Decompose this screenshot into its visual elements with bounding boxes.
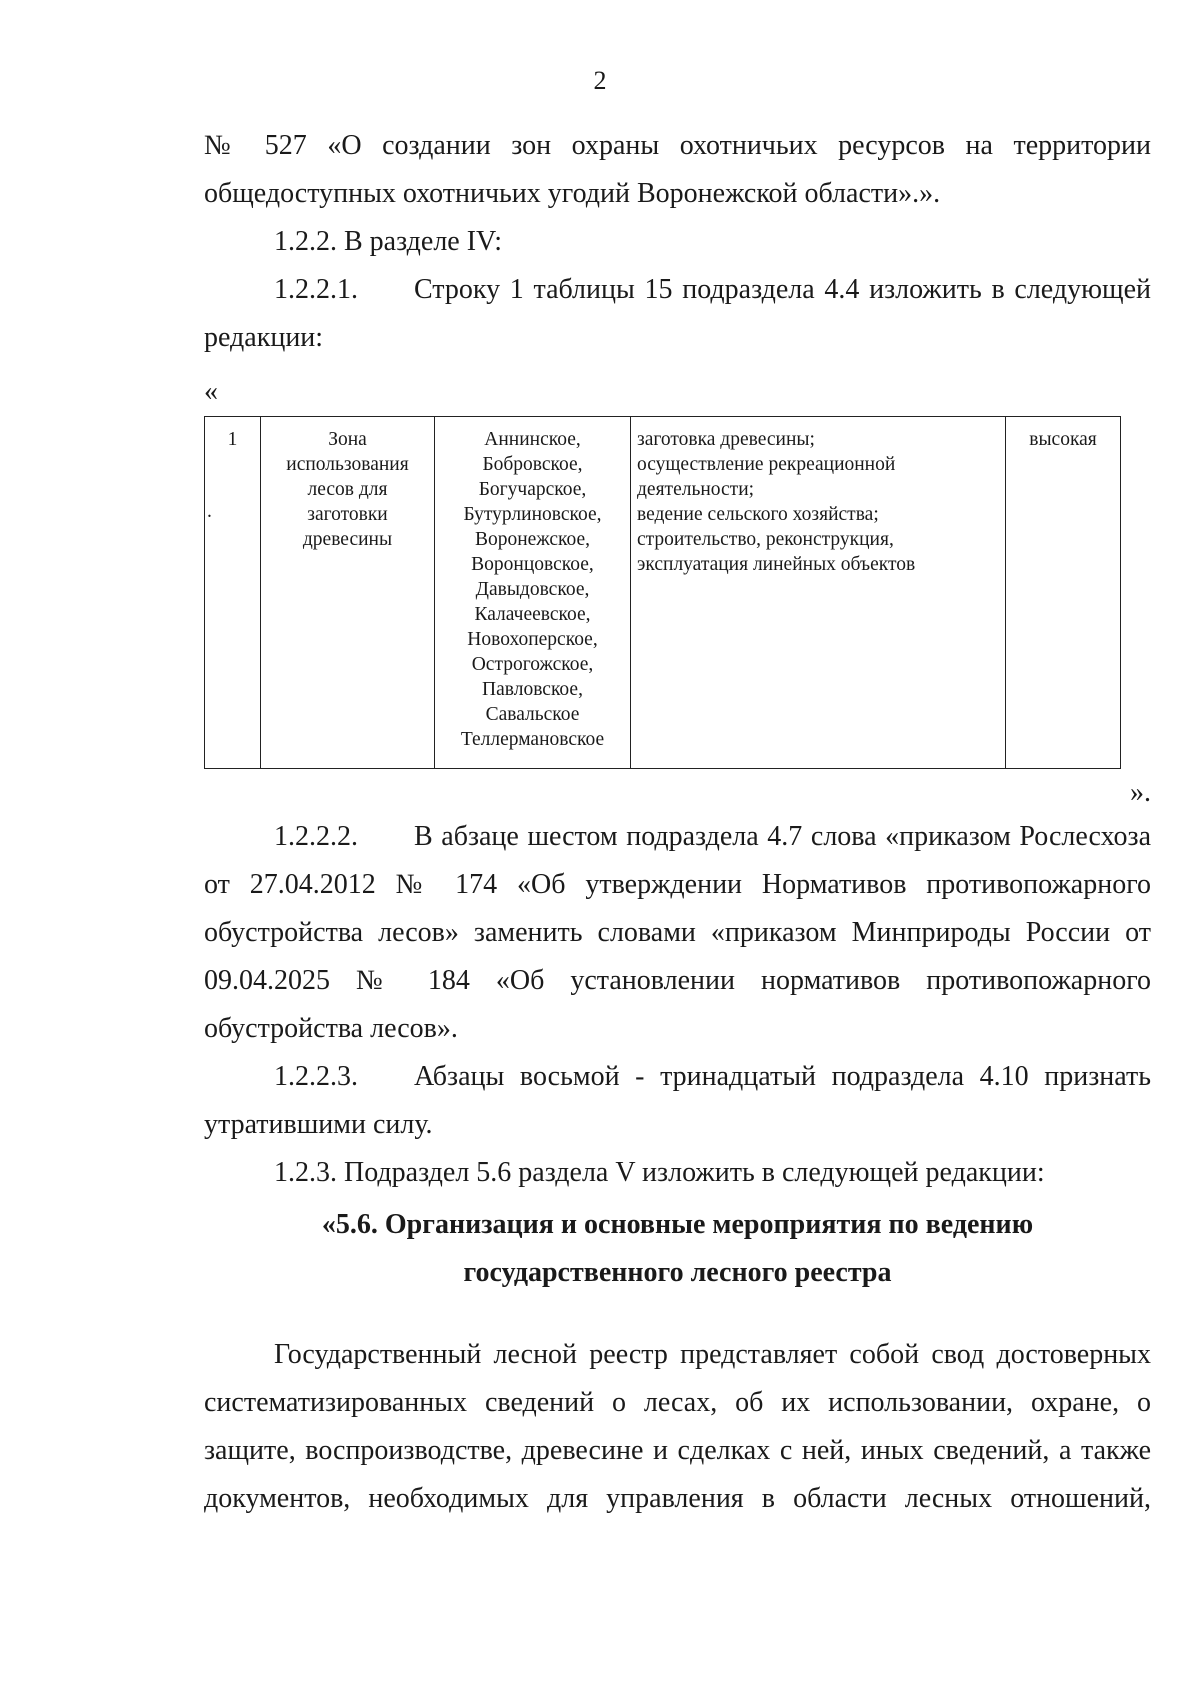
clause-1-2-2-3-line-2: утратившими силу. <box>204 1109 433 1140</box>
zone-table <box>204 416 1121 769</box>
clause-1-2-2-2-line-2: от 27.04.2012 № 174 «Об утверждении Нормативов противопожарного <box>204 869 1151 900</box>
row-number-cell <box>205 417 261 769</box>
clause-1-2-3: 1.2.3. Подраздел 5.6 раздела V изложить в следующей редакции: <box>274 1157 1045 1188</box>
district-item: Новохоперское, <box>467 629 598 650</box>
table-row <box>205 417 1121 769</box>
district-item: Давыдовское, <box>475 579 590 600</box>
body-line-3: защите, воспроизводстве, древесине и сделках с ней, иных сведений, а также <box>204 1435 1151 1466</box>
clause-1-2-2-2-line-5: обустройства лесов». <box>204 1013 458 1044</box>
section-heading-line-1: «5.6. Организация и основные мероприятия по ведению <box>321 1209 1034 1240</box>
body-line-1: Государственный лесной реестр представляет собой свод достоверных <box>274 1339 1151 1370</box>
document-body <box>204 122 1151 1523</box>
clause-1-2-2: 1.2.2. В разделе IV: <box>274 226 502 257</box>
activity-item: строительство, реконструкция, эксплуатация линейных объектов <box>637 529 916 575</box>
row-number-dot: . <box>207 501 212 522</box>
clause-1-2-2-1-cont: редакции: <box>204 322 324 353</box>
clause-1-2-2-3 <box>204 1053 1151 1101</box>
activity-item: заготовка древесины; <box>637 429 815 450</box>
district-item: Аннинское, <box>484 429 581 450</box>
district-item: Калачеевское, <box>474 604 591 625</box>
section-heading-line-2: государственного лесного реестра <box>463 1257 892 1288</box>
clause-1-2-2-2 <box>204 813 1151 861</box>
clause-1-2-2-1 <box>204 266 1151 314</box>
district-item: Савальское <box>485 704 580 725</box>
open-quote: « <box>204 376 218 407</box>
district-item: Бобровское, <box>482 454 583 475</box>
zone-name-cell: Зона использования лесов для заготовки древесины <box>261 417 435 769</box>
level-cell: высокая <box>1006 417 1121 769</box>
activities-cell <box>631 417 1006 769</box>
district-item: Бутурлиновское, <box>463 504 602 525</box>
clause-1-2-2-2-line-4: 09.04.2025 № 184 «Об установлении нормативов противопожарного <box>204 965 1151 996</box>
district-item: Воронежское, <box>474 529 591 550</box>
activity-item: ведение сельского хозяйства; <box>637 504 879 525</box>
clause-text: В абзаце шестом подраздела 4.7 слова «приказом Рослесхоза <box>414 821 1151 852</box>
clause-1-2-2-2-line-3: обустройства лесов» заменить словами «приказом Минприроды России от <box>204 917 1151 948</box>
page-number: 2 <box>593 66 607 95</box>
intro-line-1: № 527 «О создании зон охраны охотничьих ресурсов на территории <box>204 130 1151 161</box>
clause-number: 1.2.2.3. <box>274 1061 358 1092</box>
clause-text: Строку 1 таблицы 15 подраздела 4.4 изложить в следующей <box>414 274 1151 305</box>
district-item: Воронцовское, <box>471 554 594 575</box>
district-item: Теллермановское <box>460 729 605 750</box>
body-line-4: документов, необходимых для управления в области лесных отношений, <box>204 1483 1151 1514</box>
clause-text: Абзацы восьмой - тринадцатый подраздела 4.10 признать <box>414 1061 1151 1092</box>
row-number: 1 <box>227 429 238 450</box>
intro-line-2: общедоступных охотничьих угодий Воронежской области».». <box>204 178 941 209</box>
activity-item: осуществление рекреационной деятельности; <box>637 454 896 500</box>
clause-number: 1.2.2.2. <box>274 821 358 852</box>
clause-number: 1.2.2.1. <box>274 274 358 305</box>
district-item: Павловское, <box>482 679 583 700</box>
district-item: Острогожское, <box>471 654 594 675</box>
body-line-2: систематизированных сведений о лесах, об их использовании, охране, о <box>204 1387 1151 1418</box>
district-item: Богучарское, <box>478 479 587 500</box>
close-quote: ». <box>1130 777 1151 808</box>
districts-cell <box>435 417 631 769</box>
